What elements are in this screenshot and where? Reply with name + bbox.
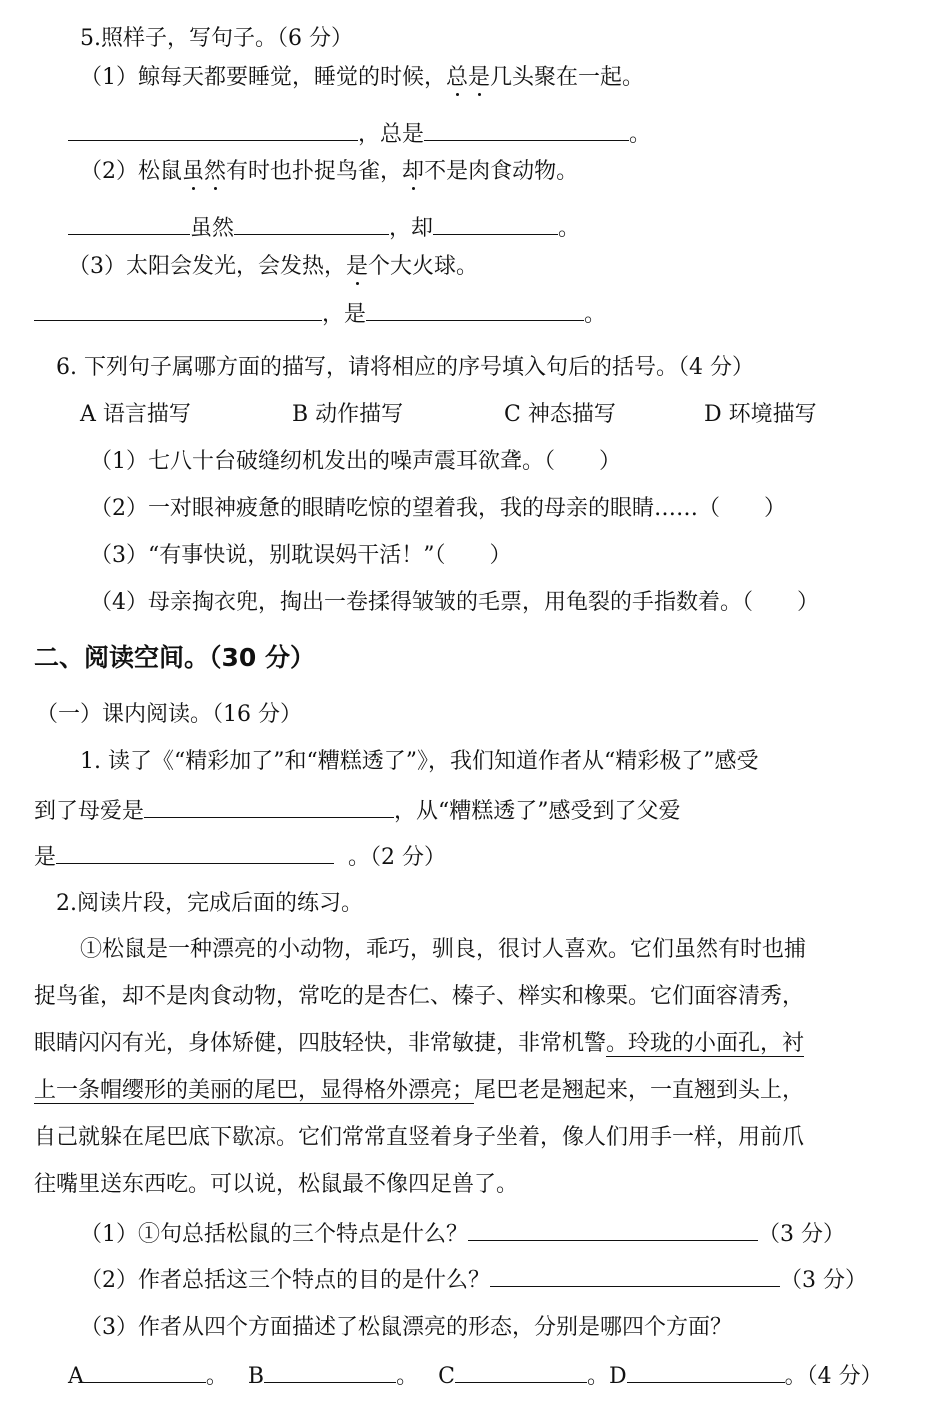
q5-sentence-3: （3）太阳会发光，会发热，是个大火球。 [68,254,479,279]
answer-blank[interactable] [468,1218,758,1241]
reading-sub-q1: （1）①句总括松鼠的三个特点是什么？ （3 分） [80,1218,845,1250]
answer-blank[interactable] [455,1360,587,1383]
answer-blank[interactable] [234,212,389,235]
answer-blank[interactable] [56,841,334,864]
passage-line: 眼睛闪闪有光，身体矫健，四肢轻快，非常敏捷，非常机警。玲珑的小面孔，衬 [34,1031,805,1056]
emphasis-char: 是 [468,65,491,90]
answer-blank[interactable] [627,1360,785,1383]
answer-blank[interactable] [264,1360,396,1383]
reading-q1-line3: 是 。（2 分） [34,841,446,873]
underlined-text: 上一条帽缨形的美丽的尾巴，显得格外漂亮； [34,1078,475,1103]
q6-option-d: D 环境描写 [704,402,817,427]
emphasis-char: 总 [446,65,469,90]
answer-blank[interactable] [433,212,558,235]
reading-q1-line2: 到了母爱是 ，从“糟糕透了”感受到了父爱 [34,795,681,827]
reading-sub-q2: （2）作者总括这三个特点的目的是什么？ （3 分） [80,1264,867,1296]
reading-q2-title: 2.阅读片段，完成后面的练习。 [56,891,363,916]
reading-sub-q3: （3）作者从四个方面描述了松鼠漂亮的形态，分别是哪四个方面？ [80,1315,732,1340]
q5-title: 5.照样子，写句子。（6 分） [80,26,353,51]
q5-fill-1: ，总是 。 [68,118,651,150]
q6-option-c: C 神态描写 [504,402,616,427]
q6-title: 6. 下列句子属哪方面的描写，请将相应的序号填入句后的括号。（4 分） [56,355,754,380]
reading-q1-line1: 1. 读了《“精彩加了”和“糟糕透了”》，我们知道作者从“精彩极了”感受 [80,749,759,774]
passage-line: 上一条帽缨形的美丽的尾巴，显得格外漂亮；尾巴老是翘起来，一直翘到头上， [34,1078,805,1103]
answer-blank[interactable] [424,118,629,141]
q6-item: （1）七八十台破缝纫机发出的噪声震耳欲聋。（ ） [90,449,621,474]
passage-line: 自己就躲在尾巴底下歇凉。它们常常直竖着身子坐着，像人们用手一样，用前爪 [34,1125,805,1150]
answer-blank[interactable] [490,1264,780,1287]
q5-fill-3: ，是 。 [34,298,606,330]
answer-blank[interactable] [144,795,394,818]
answer-blank[interactable] [84,1360,206,1383]
q5-sentence-2: （2）松鼠虽然有时也扑捉鸟雀，却不是肉食动物。 [80,159,579,184]
q6-item: （4）母亲掏衣兜，掏出一卷揉得皱皱的毛票，用龟裂的手指数着。（ ） [90,590,819,615]
answer-blank[interactable] [68,212,190,235]
q6-item: （2）一对眼神疲惫的眼睛吃惊的望着我，我的母亲的眼睛……（ ） [90,496,786,521]
answer-blank[interactable] [34,298,322,321]
q6-item: （3）“有事快说，别耽误妈干活！”（ ） [90,543,512,568]
section-heading: 二、阅读空间。（30 分） [34,643,315,672]
underlined-text: 。玲珑的小面孔，衬 [606,1031,805,1056]
subsection-heading: （一）课内阅读。（16 分） [36,702,302,727]
answer-blank[interactable] [366,298,584,321]
passage-line: 往嘴里送东西吃。可以说，松鼠最不像四足兽了。 [34,1172,519,1197]
reading-sub-q3-answers: A 。 B 。 C 。D 。（4 分） [68,1360,883,1392]
passage-line: 捉鸟雀，却不是肉食动物，常吃的是杏仁、榛子、榉实和橡栗。它们面容清秀， [34,984,805,1009]
q5-sentence-1: （1）鲸每天都要睡觉，睡觉的时候，总是几头聚在一起。 [80,65,645,90]
passage-line: ①松鼠是一种漂亮的小动物，乖巧，驯良，很讨人喜欢。它们虽然有时也捕 [80,937,807,962]
q5-fill-2: 虽然 ，却 。 [68,212,580,244]
q6-option-b: B 动作描写 [292,402,404,427]
answer-blank[interactable] [68,118,358,141]
q6-option-a: A 语言描写 [80,402,191,427]
